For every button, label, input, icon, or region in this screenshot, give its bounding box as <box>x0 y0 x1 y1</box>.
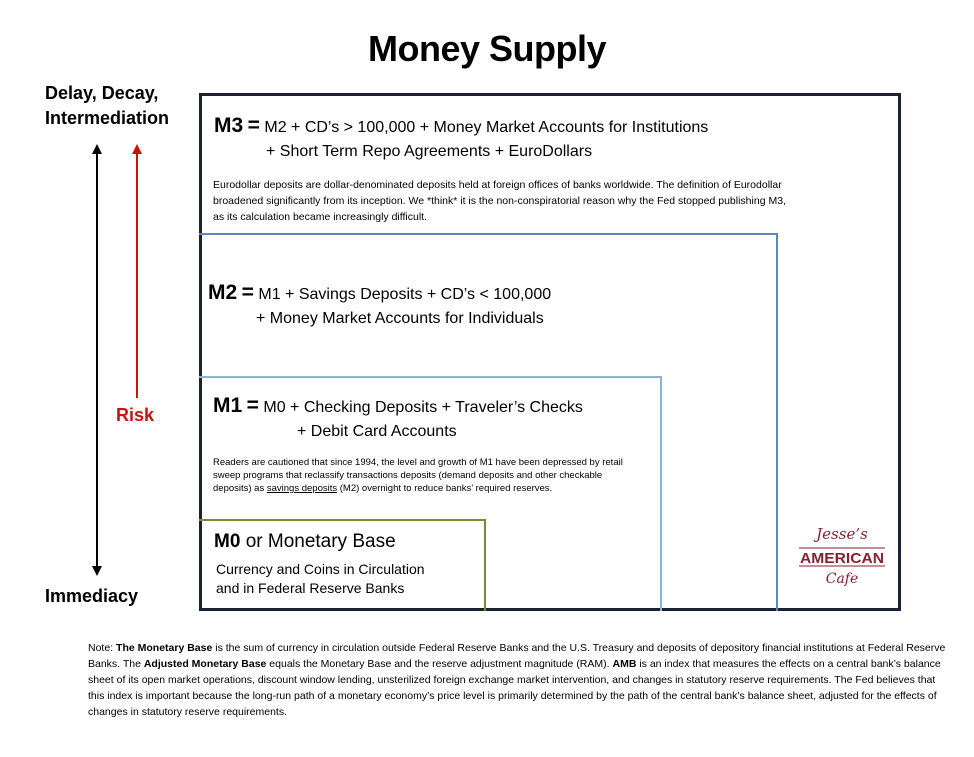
footer-p1: Note: <box>88 642 114 654</box>
logo-line3: Cafe <box>825 571 859 587</box>
m1-note-link: savings deposits <box>266 483 338 494</box>
footer-b3: AMB <box>612 658 637 670</box>
footer-b1: The Monetary Base <box>116 642 213 654</box>
m3-symbol: M3 <box>214 114 244 137</box>
footer-b2: Adjusted Monetary Base <box>143 658 267 670</box>
m0-rest: or Monetary Base <box>245 531 396 552</box>
risk-label: Risk <box>116 405 155 425</box>
m0-definition <box>214 530 396 554</box>
m3-note: Eurodollar deposits are dollar-denominated deposits held at foreign offices of banks worldwide. The definition of Eurodollar broadened significantly from its inception. We *think* it is the non-conspiratorial reason why the Fed stopped publishing M3, as its calculation became increasingly difficult. <box>213 179 786 223</box>
m2-line2: + Money Market Accounts for Individuals <box>256 310 544 327</box>
footer-p4: is an index that measures the effects on a central bank’s balance sheet of its open market operations, discount window lending, unsterilized foreign exchange market intervention, and changes in statutory reserve requirements. The Fed believes that this index is important because the long-run path of a monetary economy’s price level is primarily determined by the path of the central bank’s balance sheet, adjusted for the effects of changes in statutory reserve requirements. <box>88 658 941 718</box>
m1-definition <box>213 394 583 444</box>
axis-bottom-label: Immediacy <box>45 586 139 606</box>
page-title: Money Supply <box>367 28 607 69</box>
footer-p2: is the sum of currency in circulation outside Federal Reserve Banks and the U.S. Treasury and deposits of depository financial institutions at Federal Reserve Banks. The <box>88 642 946 670</box>
m1-note <box>213 456 633 495</box>
footer-note <box>88 640 948 720</box>
m3-definition <box>214 114 708 164</box>
m3-equals: = <box>247 114 260 137</box>
m0-subtext <box>216 560 425 598</box>
m1-symbol: M1 <box>213 394 243 417</box>
axis-top-line2: Intermediation <box>45 108 170 128</box>
logo-line2: AMERICAN <box>800 550 884 567</box>
m0-symbol: M0 <box>214 531 241 552</box>
m1-note-before: Readers are cautioned that since 1994, the level and growth of M1 have been depressed by retail sweep programs that reclassify transactions deposits (demand deposits and other checkable deposits) as <box>213 457 623 494</box>
m2-symbol: M2 <box>208 281 238 304</box>
m1-line2: + Debit Card Accounts <box>297 423 457 440</box>
jesses-american-cafe-logo <box>797 522 887 598</box>
m2-equals: = <box>241 281 254 304</box>
logo-line1: Jesse’s <box>816 525 868 543</box>
m1-line1: M0 + Checking Deposits + Traveler’s Checks <box>263 399 583 416</box>
m0-sub2: and in Federal Reserve Banks <box>216 580 405 596</box>
m2-line1: M1 + Savings Deposits + CD’s < 100,000 <box>258 286 552 303</box>
m2-definition <box>208 281 551 331</box>
footer-p3: equals the Monetary Base and the reserve adjustment magnitude (RAM). <box>269 658 610 670</box>
axis-top-line1: Delay, Decay, <box>45 83 159 103</box>
m3-line2: + Short Term Repo Agreements + EuroDollars <box>266 143 593 160</box>
m0-sub1: Currency and Coins in Circulation <box>216 561 425 577</box>
m3-line1: M2 + CD’s > 100,000 + Money Market Accounts for Institutions <box>264 119 709 136</box>
m1-note-after: (M2) overnight to reduce banks’ required reserves. <box>339 483 553 494</box>
m1-equals: = <box>246 394 259 417</box>
